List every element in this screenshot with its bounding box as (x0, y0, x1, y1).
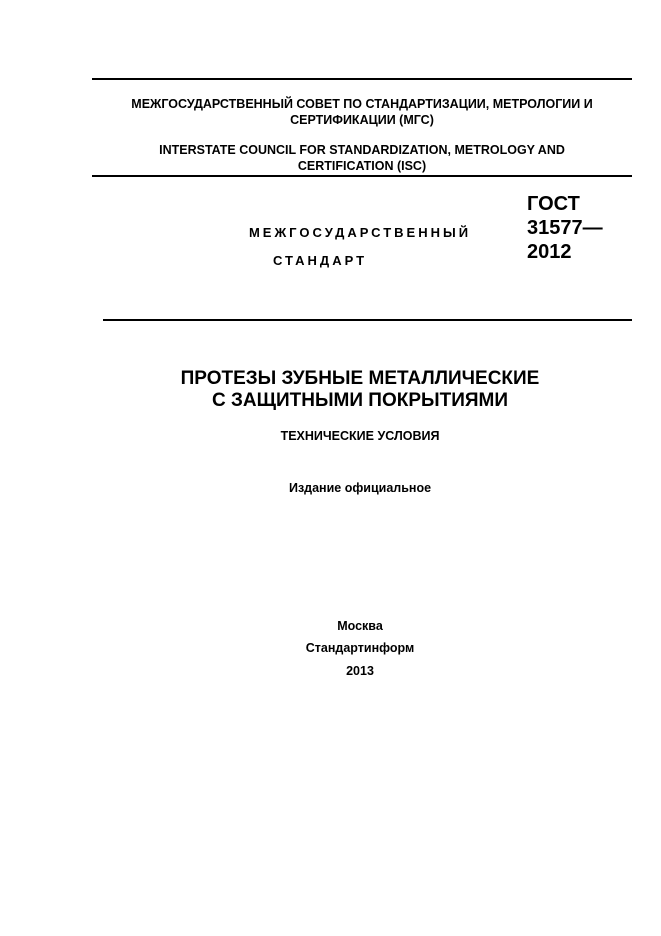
standard-type-line1: МЕЖГОСУДАРСТВЕННЫЙ (248, 225, 472, 240)
imprint-year: 2013 (346, 664, 374, 678)
gost-number: 31577— (527, 217, 603, 239)
imprint-city: Москва (337, 619, 383, 633)
header-bottom-rule (92, 175, 632, 177)
imprint-publisher: Стандартинформ (305, 641, 415, 655)
document-subtitle: ТЕХНИЧЕСКИЕ УСЛОВИЯ (280, 429, 440, 443)
standard-bottom-rule (103, 319, 632, 321)
gost-year: 2012 (527, 241, 572, 263)
document-title-line2: С ЗАЩИТНЫМИ ПОКРЫТИЯМИ (211, 390, 509, 411)
edition-note: Издание официальное (288, 481, 432, 495)
council-name-ru: МЕЖГОСУДАРСТВЕННЫЙ СОВЕТ ПО СТАНДАРТИЗАЦИИ, МЕТРОЛОГИИ И СЕРТИФИКАЦИИ (МГС) (131, 97, 593, 127)
gost-label: ГОСТ (527, 193, 580, 215)
document-title-line1: ПРОТЕЗЫ ЗУБНЫЕ МЕТАЛЛИЧЕСКИЕ (180, 368, 540, 389)
standard-type-line2: СТАНДАРТ (272, 253, 368, 268)
council-name-en: INTERSTATE COUNCIL FOR STANDARDIZATION, METROLOGY AND CERTIFICATION (ISC) (159, 143, 565, 173)
gost-designation (527, 192, 603, 264)
top-rule (92, 78, 632, 80)
